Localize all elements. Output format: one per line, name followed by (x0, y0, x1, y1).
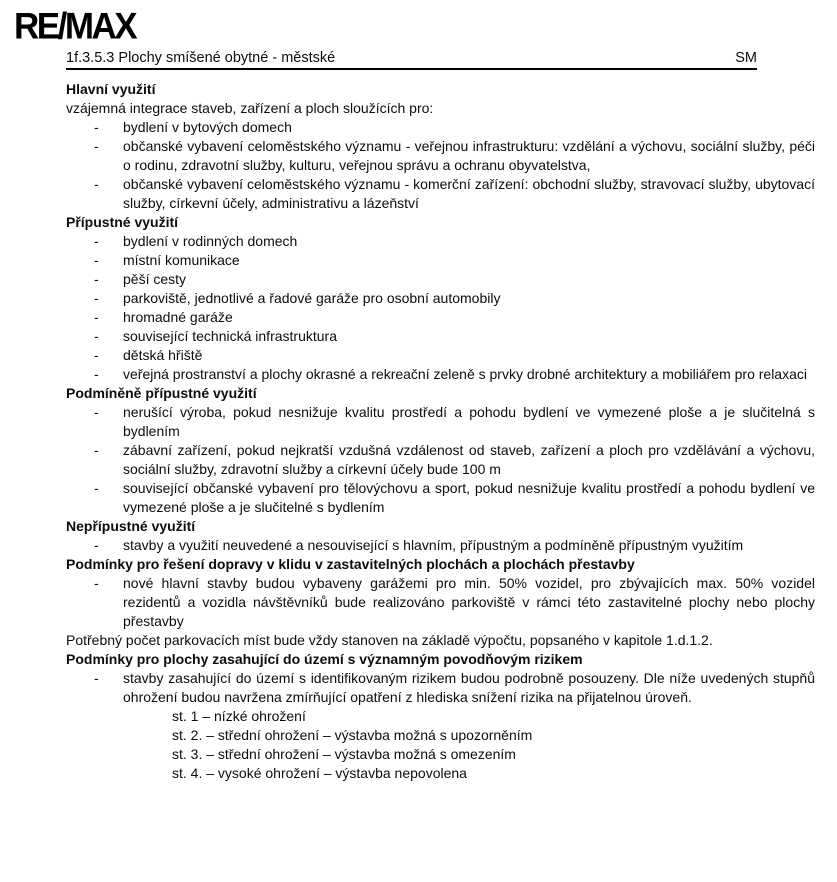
bullet-dash-marker: - (94, 442, 99, 458)
section-heading: Hlavní využití (66, 81, 156, 97)
bullet-item (66, 441, 815, 479)
section-heading: Přípustné využití (66, 214, 179, 230)
bullet-dash-marker: - (94, 575, 99, 591)
bullet-item (66, 536, 815, 555)
bullet-dash-marker: - (94, 480, 99, 496)
bullet-dash-marker: - (94, 309, 99, 325)
bullet-dash-marker: - (94, 537, 99, 553)
section-number-title: 1f.3.5.3 Plochy smíšené obytné - městské (66, 50, 336, 66)
bullet-text: parkoviště, jednotlivé a řadové garáže pro osobní automobily (123, 290, 501, 306)
bullet-dash-marker: - (94, 366, 99, 382)
bullet-item (66, 118, 815, 137)
bullet-item (66, 327, 815, 346)
bullet-text: bydlení v bytových domech (123, 119, 292, 135)
bullet-text: hromadné garáže (123, 309, 233, 325)
section-heading: Podmínky pro plochy zasahující do území s významným povodňovým rizikem (66, 651, 583, 667)
bullet-item (66, 232, 815, 251)
bullet-text: pěší cesty (123, 271, 187, 287)
bullet-dash-marker: - (94, 252, 99, 268)
bullet-item (66, 175, 815, 213)
bullet-text: místní komunikace (123, 252, 240, 268)
bullet-dash-marker: - (94, 271, 99, 287)
bullet-dash-marker: - (94, 176, 99, 192)
section-heading: Nepřípustné využití (66, 518, 196, 534)
bullet-text: zábavní zařízení, pokud nejkratší vzdušná vzdálenost od staveb, zařízení a ploch pro vzdělávání a výchovu, sociální služby, zdravotní služby a církevní účely bude 100 m (123, 442, 815, 477)
bullet-text: občanské vybavení celoměstského významu - komerční zařízení: obchodní služby, stravovací služby, ubytovací služby, církevní účely, administrativu a lázeňství (123, 176, 815, 211)
bullet-item (66, 365, 815, 384)
remax-logo: RE/MAX (14, 6, 136, 47)
bullet-item (66, 479, 815, 517)
sub-item: st. 4. – vysoké ohrožení – výstavba nepovolena (172, 765, 467, 781)
bullet-text: občanské vybavení celoměstského významu - veřejnou infrastrukturu: vzdělání a výchovu, sociální služby, péči o rodinu, zdravotní služby, kulturu, veřejnou správu a ochranu obyvatelstva, (123, 138, 815, 173)
bullet-text: související občanské vybavení pro tělovýchovu a sport, pokud nesnižuje kvalitu prostředí a pohodu bydlení ve vymezené ploše a je slučitelné s bydlením (123, 480, 815, 515)
bullet-text: stavby a využití neuvedené a nesouvisející s hlavním, přípustným a podmíněně přípustným využitím (123, 537, 744, 553)
bullet-item (66, 403, 815, 441)
bullet-dash-marker: - (94, 290, 99, 306)
bullet-dash-marker: - (94, 119, 99, 135)
zone-code: SM (735, 50, 757, 66)
bullet-text: nerušící výroba, pokud nesnižuje kvalitu prostředí a pohodu bydlení ve vymezené ploše a je slučitelná s bydlením (123, 404, 815, 439)
bullet-item (66, 346, 815, 365)
bullet-text: bydlení v rodinných domech (123, 233, 298, 249)
section-heading: Podmíněně přípustné využití (66, 385, 257, 401)
bullet-item (66, 289, 815, 308)
section-heading: Podmínky pro řešení dopravy v klidu v zastavitelných plochách a plochách přestavby (66, 556, 635, 572)
bullet-item (66, 137, 815, 175)
bullet-item (66, 574, 815, 631)
bullet-text: nové hlavní stavby budou vybaveny garážemi pro min. 50% vozidel, pro zbývajících max. 50% vozidel rezidentů a vozidla návštěvníků bude realizováno parkoviště v rámci této zastavitelné plochy nebo plochy přestavby (123, 575, 815, 629)
document-body (66, 80, 815, 783)
sub-item: st. 3. – střední ohrožení – výstavba možná s omezením (172, 746, 516, 762)
bullet-item (66, 251, 815, 270)
bullet-dash-marker: - (94, 138, 99, 154)
document-header (66, 50, 757, 70)
bullet-dash-marker: - (94, 347, 99, 363)
bullet-text: veřejná prostranství a plochy okrasné a rekreační zeleně s prvky drobné architektury a mobiliářem pro relaxaci (123, 366, 807, 382)
bullet-dash-marker: - (94, 670, 99, 686)
body-paragraph: vzájemná integrace staveb, zařízení a ploch sloužících pro: (66, 100, 434, 116)
bullet-item (66, 669, 815, 707)
bullet-text: dětská hřiště (123, 347, 203, 363)
bullet-text: stavby zasahující do území s identifikovaným rizikem budou podrobně posouzeny. Dle níže uvedených stupňů ohrožení budou navržena zmírňující opatření z hlediska snížení rizika na přijatelnou úroveň. (123, 670, 815, 705)
sub-item: st. 2. – střední ohrožení – výstavba možná s upozorněním (172, 727, 533, 743)
bullet-dash-marker: - (94, 233, 99, 249)
bullet-item (66, 270, 815, 289)
bullet-item (66, 308, 815, 327)
bullet-dash-marker: - (94, 328, 99, 344)
bullet-text: související technická infrastruktura (123, 328, 337, 344)
bullet-dash-marker: - (94, 404, 99, 420)
body-paragraph: Potřebný počet parkovacích míst bude vždy stanoven na základě výpočtu, popsaného v kapitole 1.d.1.2. (66, 632, 713, 648)
sub-item: st. 1 – nízké ohrožení (172, 708, 306, 724)
